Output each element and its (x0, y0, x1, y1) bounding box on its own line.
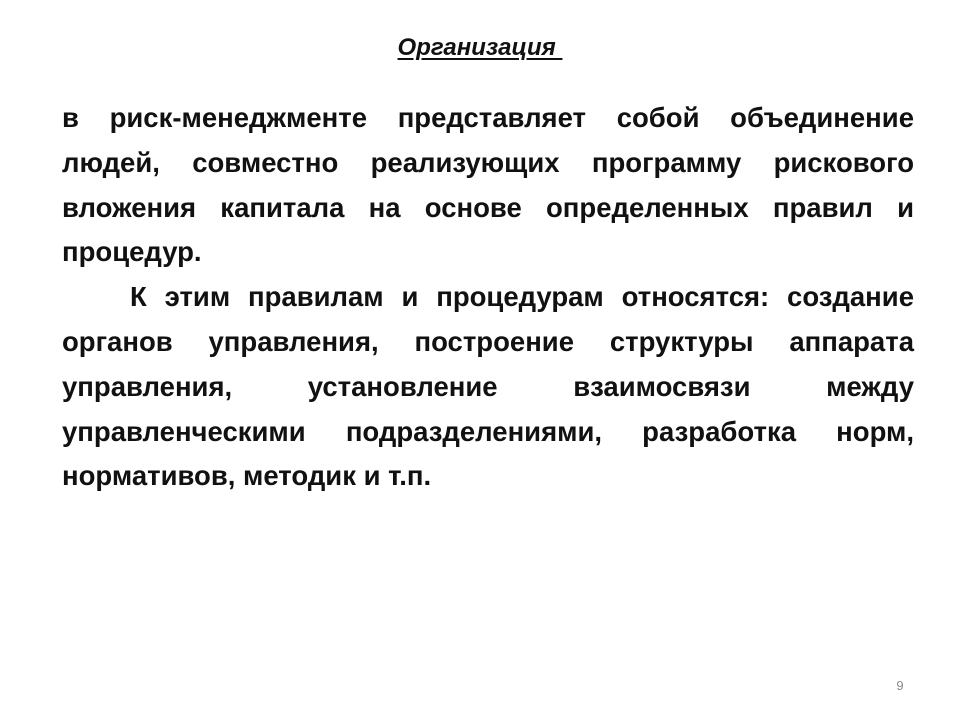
definition-paragraph: в риск-менеджменте представляет собой объединение людей, совместно реализующих программу рискового вложения капитала на основе определенных правил и процедур. (62, 102, 914, 268)
slide-title (0, 30, 960, 66)
rules-paragraph: К этим правилам и процедурам относятся: создание органов управления, построение структуры аппарата управления, установление взаимосвязи между управленческими подразделениями, разработка норм, нормативов, методик и т.п. (62, 281, 914, 492)
slide-body (62, 96, 914, 499)
page-number: 9 (896, 678, 904, 693)
slide-title-text: Организация (397, 34, 563, 61)
